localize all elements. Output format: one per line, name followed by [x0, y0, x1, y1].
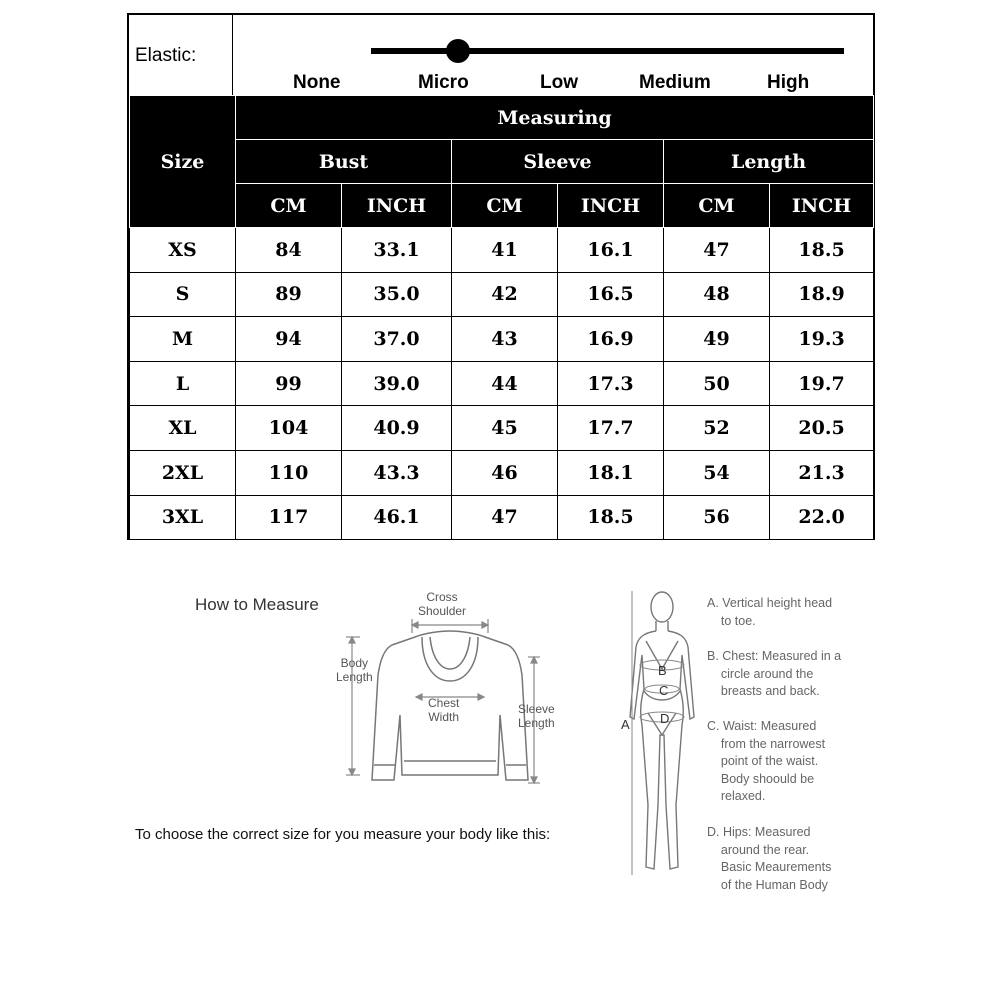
table-row — [130, 495, 874, 540]
size-cell: XL — [130, 406, 236, 451]
unit-header: INCH — [558, 184, 664, 228]
measure-cell: 47 — [664, 228, 770, 273]
cross-shoulder-label: Cross Shoulder — [418, 590, 467, 618]
table-row — [130, 361, 874, 406]
size-chart — [127, 13, 875, 540]
measure-cell: 89 — [236, 272, 342, 317]
size-cell: M — [130, 317, 236, 362]
measure-cell: 37.0 — [342, 317, 452, 362]
elastic-scale-bar — [371, 48, 844, 54]
measure-cell: 18.9 — [770, 272, 874, 317]
size-cell: S — [130, 272, 236, 317]
unit-header: CM — [664, 184, 770, 228]
body-length-label: Body Length — [336, 656, 373, 684]
measure-cell: 84 — [236, 228, 342, 273]
elastic-indicator-knob — [446, 39, 470, 63]
measure-cell: 18.1 — [558, 450, 664, 495]
unit-header: CM — [236, 184, 342, 228]
measure-cell: 104 — [236, 406, 342, 451]
measure-cell: 17.7 — [558, 406, 664, 451]
size-table — [129, 95, 874, 540]
measure-cell: 41 — [452, 228, 558, 273]
elastic-level-micro: Micro — [418, 72, 469, 93]
measure-cell: 94 — [236, 317, 342, 362]
measuring-header: Measuring — [236, 96, 874, 140]
measure-cell: 16.9 — [558, 317, 664, 362]
table-row — [130, 228, 874, 273]
measure-cell: 33.1 — [342, 228, 452, 273]
marker-c: C — [659, 683, 669, 698]
measure-cell: 40.9 — [342, 406, 452, 451]
elastic-level-low: Low — [540, 72, 578, 93]
size-cell: XS — [130, 228, 236, 273]
sleeve-length-label: Sleeve Length — [518, 702, 555, 730]
measure-cell: 44 — [452, 361, 558, 406]
measure-cell: 110 — [236, 450, 342, 495]
unit-header: INCH — [770, 184, 874, 228]
marker-a: A — [621, 717, 630, 732]
measure-instruction: To choose the correct size for you measure your body like this: — [135, 826, 551, 843]
note-a: A. Vertical height head to toe. — [707, 596, 833, 628]
measure-cell: 49 — [664, 317, 770, 362]
how-to-measure-title: How to Measure — [195, 595, 319, 614]
measure-cell: 39.0 — [342, 361, 452, 406]
body-figure-diagram — [612, 585, 702, 885]
chest-width-label: Chest Width — [428, 696, 460, 724]
measure-cell: 43 — [452, 317, 558, 362]
measure-cell: 54 — [664, 450, 770, 495]
elastic-level-high: High — [767, 72, 810, 93]
marker-b: B — [658, 663, 667, 678]
measure-cell: 47 — [452, 495, 558, 540]
measure-cell: 48 — [664, 272, 770, 317]
measure-cell: 19.3 — [770, 317, 874, 362]
size-cell: 3XL — [130, 495, 236, 540]
measure-cell: 17.3 — [558, 361, 664, 406]
elastic-label: Elastic: — [129, 15, 233, 95]
table-row — [130, 317, 874, 362]
sleeve-header: Sleeve — [452, 140, 664, 184]
measure-cell: 42 — [452, 272, 558, 317]
unit-header: INCH — [342, 184, 452, 228]
measure-cell: 16.1 — [558, 228, 664, 273]
measure-cell: 22.0 — [770, 495, 874, 540]
measure-cell: 18.5 — [558, 495, 664, 540]
size-header: Size — [130, 96, 236, 228]
elastic-row — [129, 15, 873, 96]
table-row — [130, 450, 874, 495]
note-b: B. Chest: Measured in a circle around the breasts and back. — [707, 649, 842, 698]
measure-cell: 56 — [664, 495, 770, 540]
note-d: D. Hips: Measured around the rear. Basic Meaurements of the Human Body — [707, 825, 832, 892]
measure-cell: 46 — [452, 450, 558, 495]
measure-cell: 20.5 — [770, 406, 874, 451]
measure-cell: 46.1 — [342, 495, 452, 540]
measure-cell: 19.7 — [770, 361, 874, 406]
length-header: Length — [664, 140, 874, 184]
unit-header: CM — [452, 184, 558, 228]
table-row — [130, 272, 874, 317]
table-row — [130, 406, 874, 451]
measure-cell: 99 — [236, 361, 342, 406]
elastic-level-medium: Medium — [639, 72, 711, 93]
measure-cell: 50 — [664, 361, 770, 406]
measure-cell: 18.5 — [770, 228, 874, 273]
measure-cell: 45 — [452, 406, 558, 451]
marker-d: D — [660, 711, 670, 726]
measure-cell: 16.5 — [558, 272, 664, 317]
measure-cell: 21.3 — [770, 450, 874, 495]
measure-cell: 52 — [664, 406, 770, 451]
elastic-level-none: None — [293, 72, 341, 93]
bust-header: Bust — [236, 140, 452, 184]
size-cell: L — [130, 361, 236, 406]
measure-cell: 35.0 — [342, 272, 452, 317]
measure-cell: 117 — [236, 495, 342, 540]
measure-cell: 43.3 — [342, 450, 452, 495]
size-cell: 2XL — [130, 450, 236, 495]
note-c: C. Waist: Measured from the narrowest point of the waist. Body shoould be relaxed. — [707, 719, 826, 803]
